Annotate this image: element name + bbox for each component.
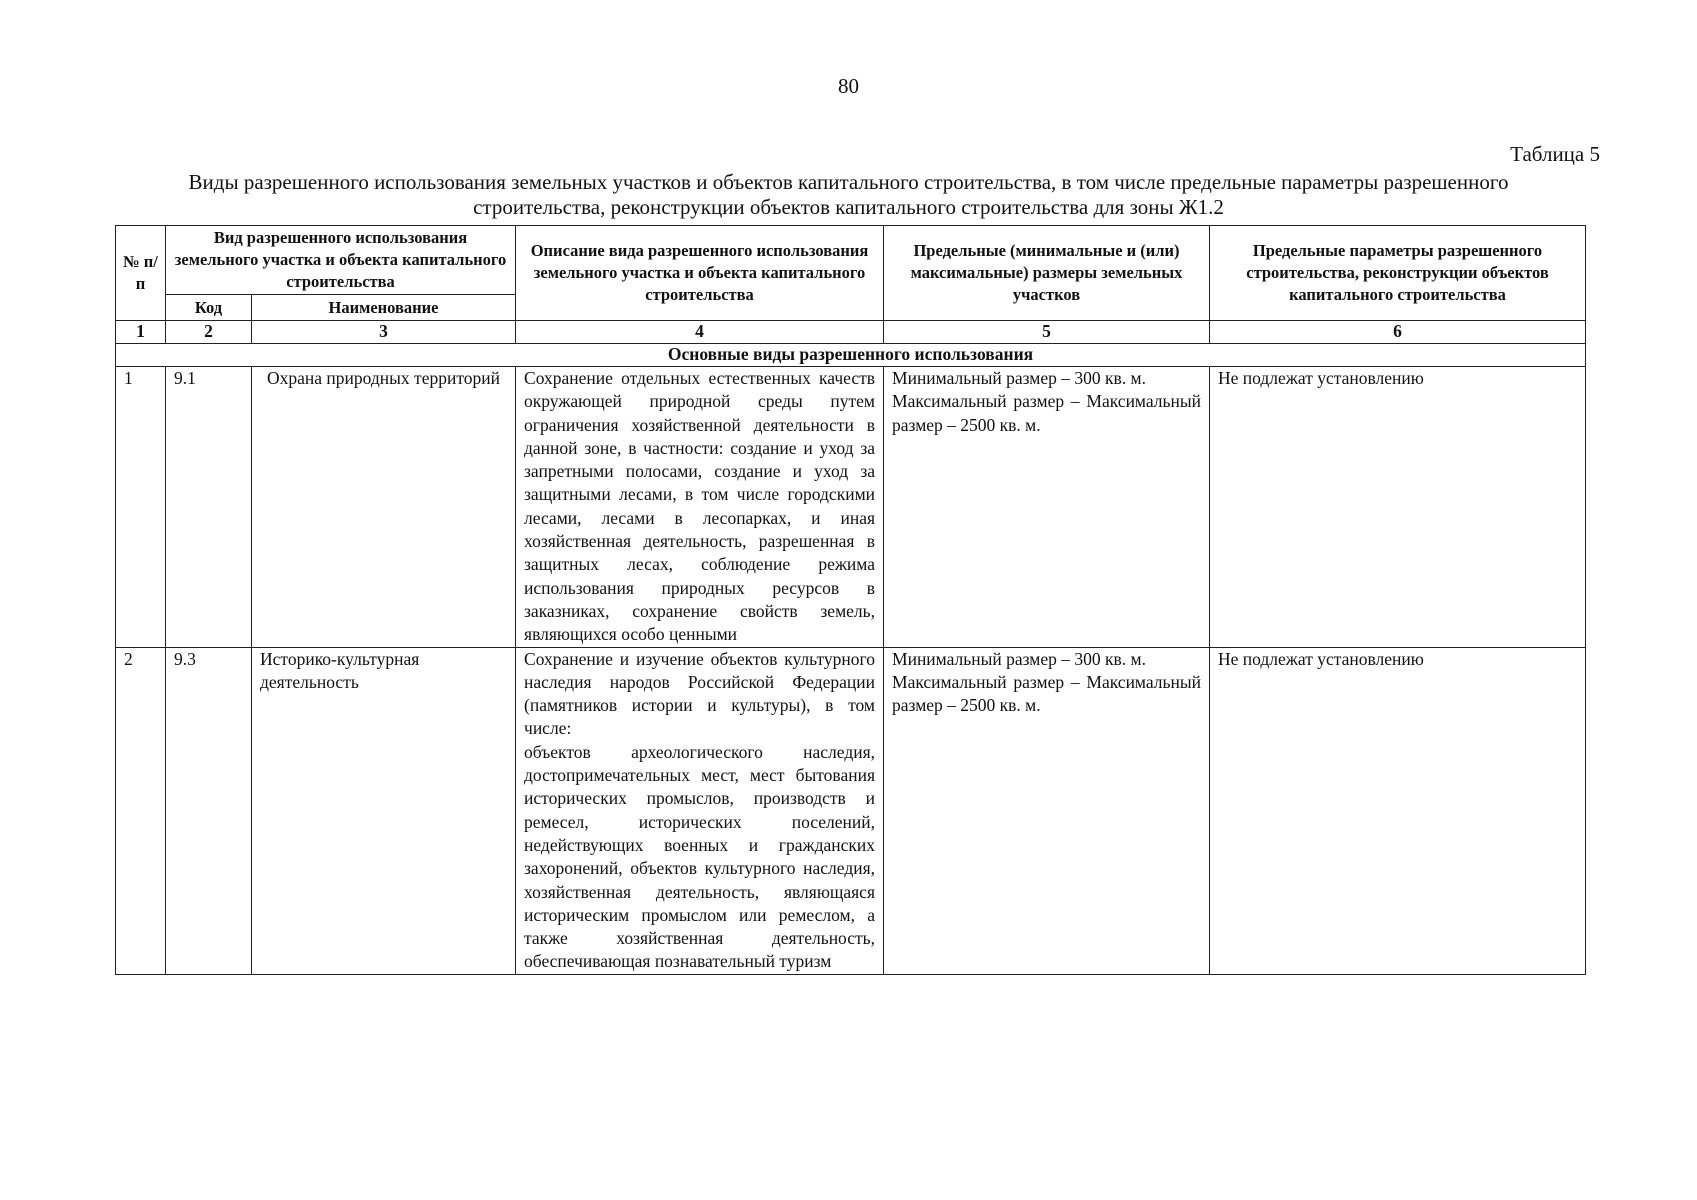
section-title: Основные виды разрешенного использования: [116, 344, 1586, 367]
row-description: [516, 647, 884, 974]
header-row: [116, 226, 1586, 295]
row-description-part: Сохранение и изучение объектов культурного наследия народов Российской Федерации (памятников истории и культуры), в том числе:: [524, 648, 876, 739]
header-sizes: Предельные (минимальные и (или) максимальные) размеры земельных участков: [884, 226, 1210, 321]
land-use-table: [115, 225, 1586, 975]
header-description: Описание вида разрешенного использования земельного участка и объекта капитального строительства: [516, 226, 884, 321]
header-num: № п/п: [116, 226, 166, 321]
row-kod: 9.3: [166, 647, 252, 974]
column-number: 3: [252, 321, 516, 344]
header-vid-group: Вид разрешенного использования земельного участка и объекта капитального строительства: [166, 226, 516, 295]
header-params: Предельные параметры разрешенного строительства, реконструкции объектов капитального строительства: [1210, 226, 1586, 321]
column-number: 4: [516, 321, 884, 344]
table-row: [116, 367, 1586, 648]
column-numbers-row: [116, 321, 1586, 344]
row-size-min: Минимальный размер – 300 кв. м.: [892, 368, 1146, 388]
column-number: 2: [166, 321, 252, 344]
page-number: 80: [838, 74, 859, 98]
column-number: 1: [116, 321, 166, 344]
table-title: Виды разрешенного использования земельных участков и объектов капитального строительства, в том числе предельные параметры разрешенного строительства, реконструкции объектов капитального строительства для зоны Ж1.2: [188, 170, 1509, 219]
row-size-max: Максимальный размер – Максимальный размер – 2500 кв. м.: [892, 671, 1202, 716]
row-description-part: объектов археологического наследия, достопримечательных мест, мест бытования исторических промыслов, производств и ремесел, исторических поселений, недействующих военных и гражданских захоронений, объектов культурного наследия, хозяйственная деятельность, являющаяся историческим промыслом или ремеслом, а также хозяйственная деятельность, обеспечивающая познавательный туризм: [524, 741, 876, 972]
row-name: Историко-культурная деятельность: [252, 647, 516, 974]
row-size-max: Максимальный размер – Максимальный размер – 2500 кв. м.: [892, 391, 1202, 435]
header-kod: Код: [166, 295, 252, 321]
row-params: Не подлежат установлению: [1210, 367, 1586, 648]
row-sizes: [884, 367, 1210, 648]
row-size-min: Минимальный размер – 300 кв. м.: [892, 648, 1146, 669]
row-num: 2: [116, 647, 166, 974]
column-number: 6: [1210, 321, 1586, 344]
row-num: 1: [116, 367, 166, 648]
column-number: 5: [884, 321, 1210, 344]
row-description: Сохранение отдельных естественных качеств окружающей природной среды путем ограничения хозяйственной деятельности в данной зоне, в частности: создание и уход за запретными полосами, создание и уход за защитными лесами, в том числе городскими лесами, лесами в лесопарках, и иная хозяйственная деятельность, разрешенная в защитных лесах, соблюдение режима использования природных ресурсов в заказниках, сохранение свойств земель, являющихся особо ценными: [516, 367, 884, 648]
row-kod: 9.1: [166, 367, 252, 648]
row-params: Не подлежат установлению: [1210, 647, 1586, 974]
row-sizes: [884, 647, 1210, 974]
table-row: [116, 647, 1586, 974]
table-label: Таблица 5: [1510, 142, 1600, 166]
row-name: Охрана природных территорий: [252, 367, 516, 648]
header-name: Наименование: [252, 295, 516, 321]
section-row: [116, 344, 1586, 367]
